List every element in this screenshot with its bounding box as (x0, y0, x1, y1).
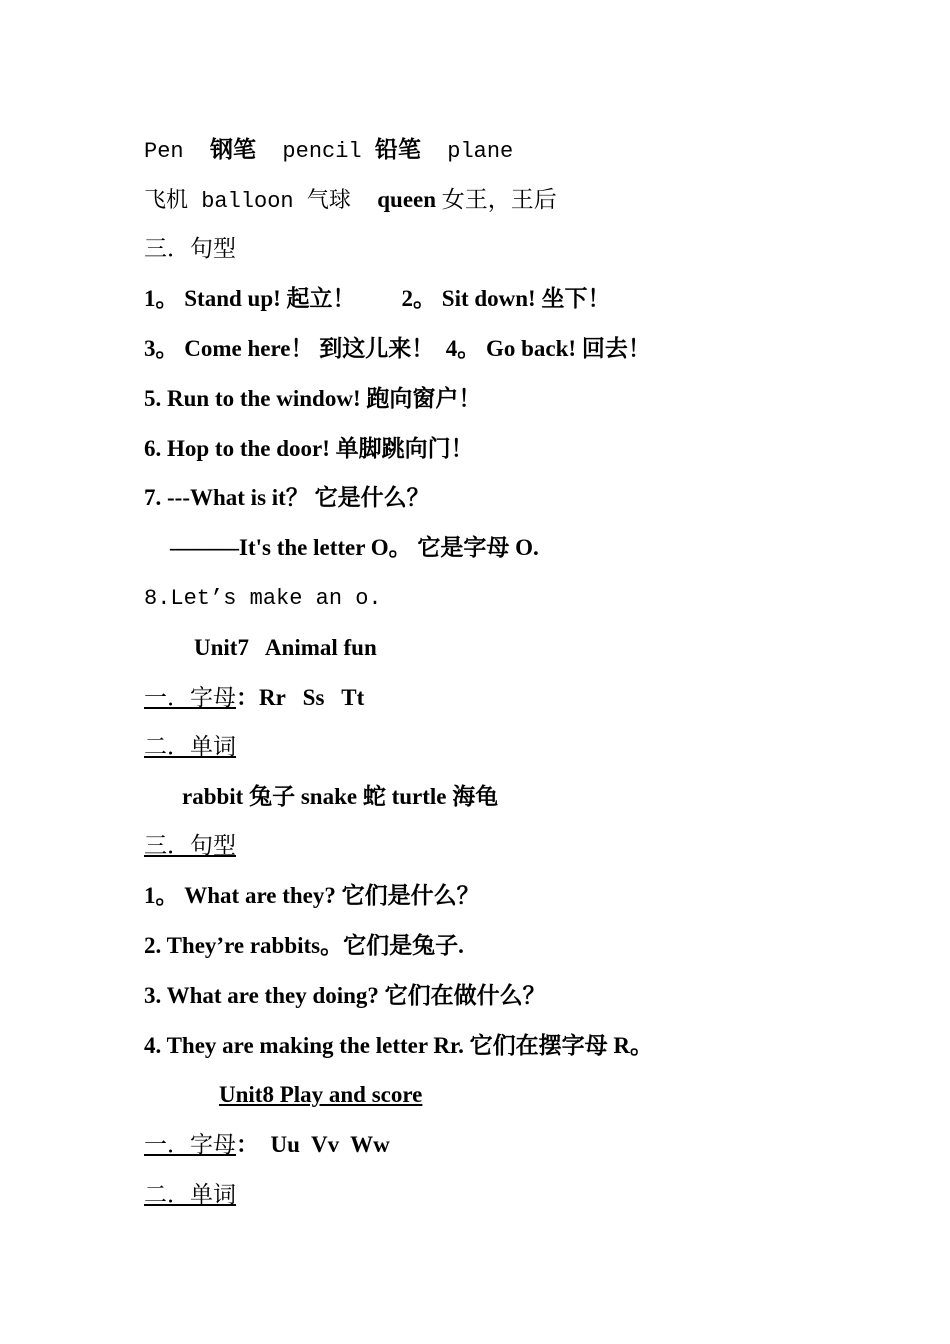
unit7-sentence-2 (144, 931, 464, 961)
sentence-line-6 (144, 434, 474, 464)
text-run: 1。 What are they? 它们是什么？ (144, 883, 480, 908)
text-run: 1。 Stand up! 起立！ 2。 Sit down! 坐下！ (144, 286, 611, 311)
text-run: pencil (256, 139, 375, 164)
vocab-line-pen-pencil (144, 135, 513, 167)
text-run: 钢笔 (210, 137, 257, 162)
unit8-words-heading (144, 1180, 236, 1210)
unit8-letters (144, 1130, 390, 1160)
text-run: Unit7 Animal fun (194, 635, 377, 660)
text-run: 4. They are making the letter Rr. 它们在摆字母 R。 (144, 1033, 653, 1058)
text-run: 8.Let’s make an o. (144, 586, 382, 611)
text-run: plane (420, 139, 514, 164)
sentence-line-7-answer (170, 533, 539, 563)
sentence-line-7-question (144, 483, 430, 513)
text-run: 5. Run to the window! 跑向窗户！ (144, 386, 482, 411)
unit8-title (219, 1080, 422, 1110)
text-run: 3. What are they doing? 它们在做什么？ (144, 983, 546, 1008)
unit7-words (182, 782, 498, 812)
unit7-title (194, 633, 377, 663)
sentence-line-1-2 (144, 284, 610, 314)
unit7-sentences-heading (144, 831, 236, 861)
text-run: 2. They’re rabbits。它们是兔子. (144, 933, 464, 958)
text-run: 铅笔 (374, 137, 421, 162)
text-run: rabbit 兔子 snake 蛇 turtle 海龟 (182, 784, 499, 809)
text-run: 7. ---What is it？ 它是什么？ (144, 485, 430, 510)
unit7-sentence-4 (144, 1031, 653, 1061)
unit7-sentence-1 (144, 881, 480, 911)
text-run: 三．句型 (144, 236, 236, 261)
sentence-line-5 (144, 384, 481, 414)
section-heading-sentences (144, 234, 236, 264)
text-run: 女王，王后 (436, 187, 557, 212)
sentence-line-3-4 (144, 334, 651, 364)
text-run: 一．字母 (144, 1132, 236, 1157)
vocab-line-plane-balloon-queen (144, 185, 557, 217)
text-run: 一．字母 (144, 685, 236, 710)
text-run: 二．单词 (144, 734, 236, 759)
text-run: ：Rr Ss Tt (236, 685, 365, 710)
text-run: 6. Hop to the door! 单脚跳向门！ (144, 436, 474, 461)
text-run: Unit8 Play and score (219, 1082, 423, 1107)
text-run: 二．单词 (144, 1182, 236, 1207)
unit7-words-heading (144, 732, 236, 762)
text-run: ： Uu Vv Ww (236, 1132, 390, 1157)
unit7-sentence-3 (144, 981, 546, 1011)
sentence-line-8 (144, 584, 382, 614)
text-run: 三．句型 (144, 833, 236, 858)
unit7-letters (144, 683, 364, 713)
text-run: 飞机 balloon 气球 (144, 189, 378, 214)
text-run: ———It's the letter O。 它是字母 O. (170, 535, 539, 560)
text-run: 3。 Come here！ 到这儿来！ 4。 Go back! 回去！ (144, 336, 651, 361)
text-run: Pen (144, 139, 211, 164)
text-run: queen (377, 187, 437, 212)
